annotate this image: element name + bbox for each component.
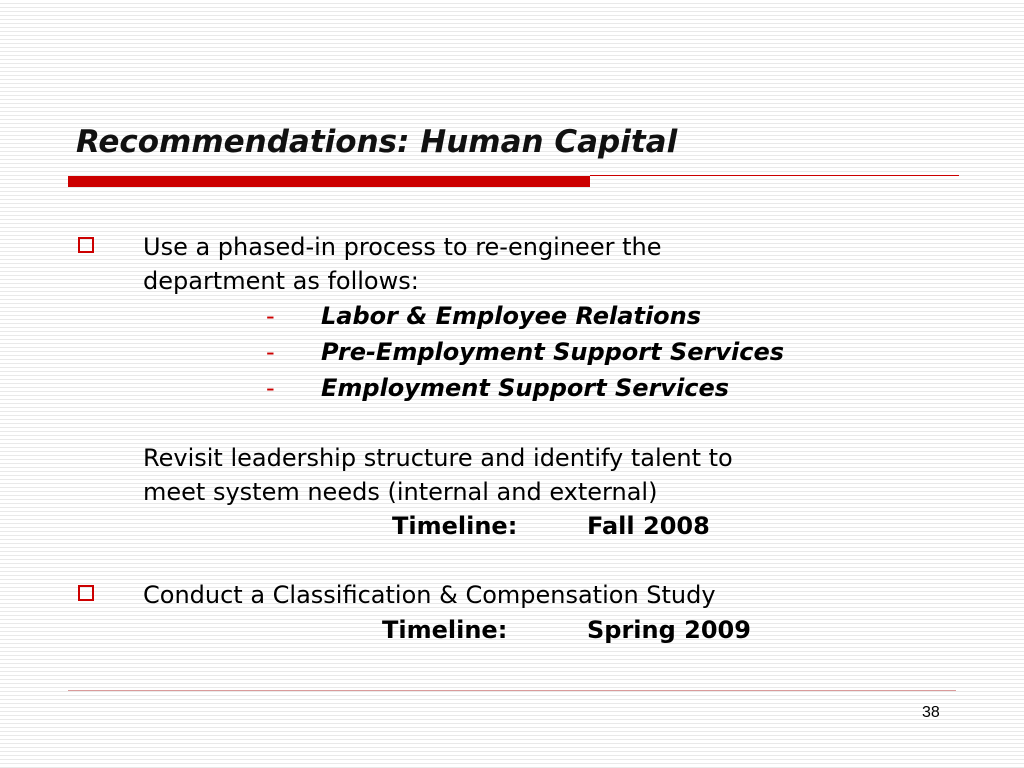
sub-item-employment-support: Employment Support Services (321, 374, 730, 402)
sub-item-dash: - (266, 374, 275, 402)
bullet-square-icon (78, 585, 94, 601)
sub-item-dash: - (266, 302, 275, 330)
timeline-label: Timeline: (392, 512, 518, 540)
slide-title: Recommendations: Human Capital (76, 124, 678, 160)
footer-rule (68, 690, 956, 691)
sub-item-pre-employment: Pre-Employment Support Services (321, 338, 785, 366)
timeline-value: Spring 2009 (587, 616, 751, 644)
title-underline-thin (590, 175, 959, 176)
timeline-label: Timeline: (382, 616, 508, 644)
sub-item-labor-relations: Labor & Employee Relations (321, 302, 702, 330)
bullet-1-line-2: department as follows: (143, 267, 419, 295)
bullet-square-icon (78, 237, 94, 253)
page-number: 38 (922, 704, 940, 721)
title-underline-thick (68, 176, 590, 187)
bullet-1-para-line-1: Revisit leadership structure and identify talent to (143, 444, 733, 472)
bullet-1-line-1: Use a phased-in process to re-engineer the (143, 233, 662, 261)
bullet-2-line-1: Conduct a Classification & Compensation Study (143, 581, 716, 609)
timeline-value: Fall 2008 (587, 512, 710, 540)
bullet-1-para-line-2: meet system needs (internal and external) (143, 478, 658, 506)
sub-item-dash: - (266, 338, 275, 366)
